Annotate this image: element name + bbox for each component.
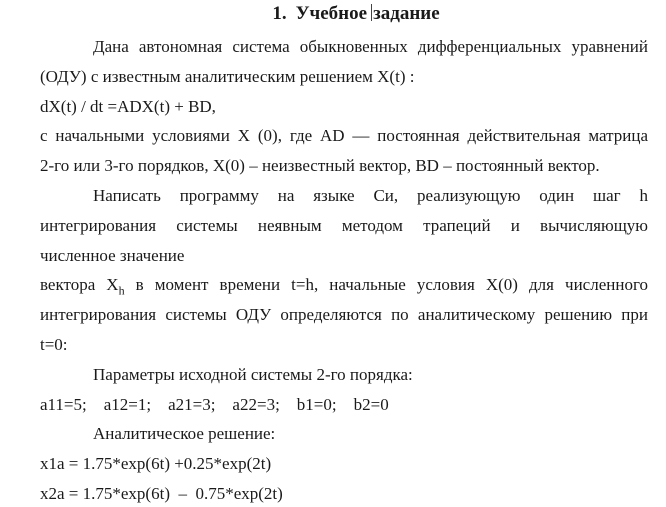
- text-line-vector: [40, 270, 648, 300]
- text-line-task-1: Написать программу на языке Си, реализующую один шаг h: [93, 185, 648, 205]
- equation-ode: dX(t) / dt =ADX(t) + BD,: [40, 96, 216, 116]
- document-body: [0, 32, 666, 507]
- text-line-params-label: Параметры исходной системы 2-го порядка:: [93, 364, 413, 384]
- text-line-conditions-2: 2-го или 3-го порядков, X(0) – неизвестный вектор, BD – постоянный вектор.: [40, 156, 600, 176]
- equation-x2a: x2a = 1.75*exp(6t) – 0.75*exp(2t): [40, 483, 283, 503]
- text-line-task-2: интегрирования системы неявным методом трапеций и вычисляющую: [40, 215, 648, 235]
- vector-text-pre: вектора X: [40, 275, 119, 295]
- text-cursor: [371, 4, 372, 21]
- text-line-task-3: численное значение: [40, 245, 185, 265]
- text-line-intro-2: (ОДУ) с известным аналитическим решением X(t) :: [40, 66, 415, 86]
- equation-x1a: x1a = 1.75*exp(6t) +0.25*exp(2t): [40, 454, 272, 474]
- heading-number: 1.: [272, 3, 287, 24]
- text-line-analytic-label: Аналитическое решение:: [93, 424, 276, 444]
- text-line-intro-1: Дана автономная система обыкновенных дифференциальных уравнений: [93, 37, 648, 56]
- vector-text-post: в момент времени t=h, начальные условия X(0) для численного: [124, 275, 648, 295]
- section-heading: [0, 3, 666, 25]
- text-line-conditions-1: с начальными условиями X (0), где AD — постоянная действительная матрица: [40, 126, 648, 146]
- text-line-t0: t=0:: [40, 334, 68, 354]
- text-line-params-values: a11=5; a12=1; a21=3; a22=3; b1=0; b2=0: [40, 394, 389, 414]
- heading-word-1: Учебное: [295, 3, 368, 24]
- text-line-vector-2: интегрирования системы ОДУ определяются по аналитическому решению при: [40, 305, 648, 325]
- vector-subscript-h: h: [118, 283, 125, 298]
- heading-word-2: задание: [373, 3, 440, 24]
